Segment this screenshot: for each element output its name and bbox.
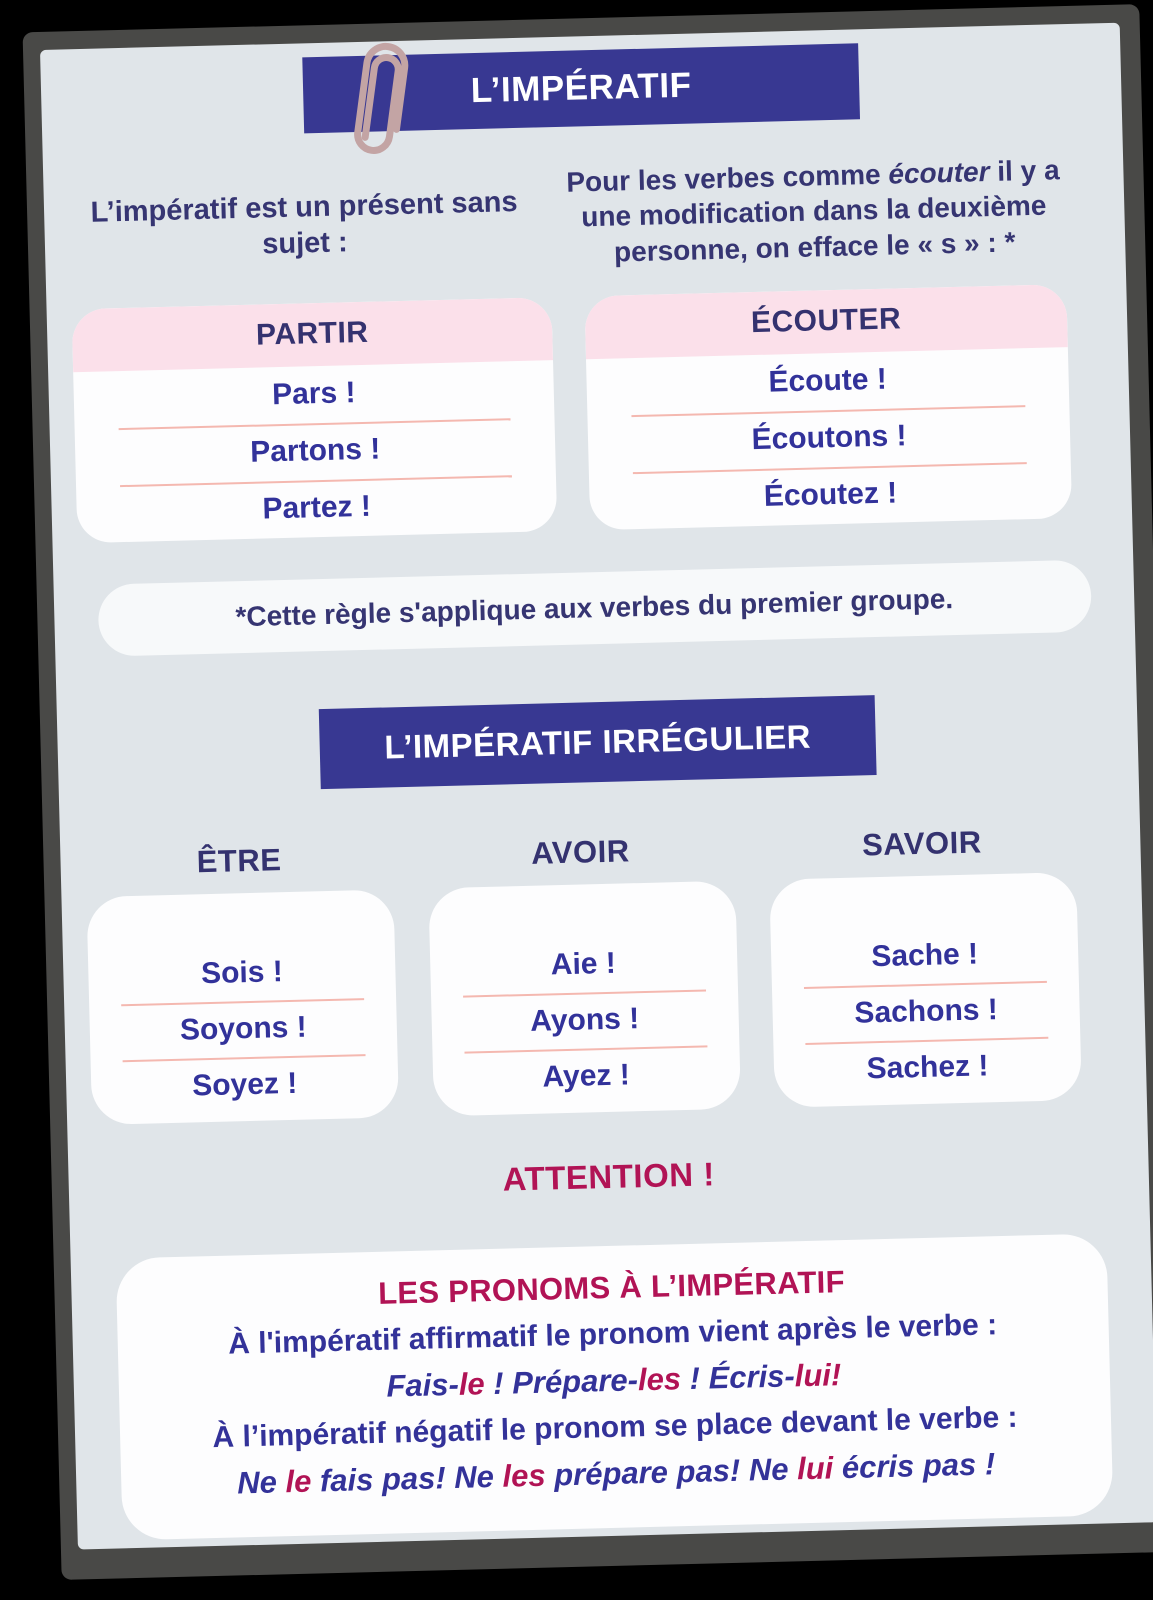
table-row: Partez ! — [76, 474, 557, 543]
example-segment-red: lui — [796, 1450, 834, 1487]
table-row: Aie ! — [550, 946, 617, 982]
verb-card-savoir — [769, 872, 1082, 1108]
pronouns-box-title: LES PRONOMS À L’IMPÉRATIF — [377, 1263, 846, 1311]
table-row: Soyons ! — [89, 997, 397, 1061]
example-segment-blue: prépare pas! Ne — [545, 1451, 798, 1493]
irregular-cards-row — [61, 870, 1146, 1125]
rule-note-box — [97, 559, 1092, 656]
table-row: Partons ! — [75, 417, 556, 486]
affirmative-rule-text: À l'impératif affirmatif le pronom vient après le verbe : — [227, 1307, 998, 1361]
affirmative-examples — [386, 1357, 842, 1404]
negative-rule-text: À l’impératif négatif le pronom se place devant le verbe : — [212, 1400, 1018, 1454]
table-row: Écoute ! — [768, 362, 888, 399]
attention-label: ATTENTION ! — [502, 1155, 716, 1198]
intro-right-text — [540, 152, 1088, 272]
table-row: Ayons ! — [431, 988, 739, 1052]
verb-card-etre — [86, 889, 399, 1125]
column-header-etre: ÊTRE — [196, 841, 282, 880]
intro-row — [43, 151, 1125, 284]
table-row: Ayez ! — [432, 1044, 740, 1108]
conjugation-tables-row — [47, 282, 1133, 543]
page-title: L’IMPÉRATIF — [470, 65, 692, 111]
example-segment-blue: fais pas! Ne — [310, 1458, 503, 1499]
column-header-savoir: SAVOIR — [861, 824, 983, 863]
negative-examples — [237, 1446, 996, 1501]
intro-right-post: il y a une modification dans la deuxième personne, on efface le « s » : * — [580, 154, 1060, 268]
tilted-sheet — [40, 23, 1153, 1550]
column-header-avoir: AVOIR — [530, 833, 631, 871]
table-row: Écoutez ! — [589, 461, 1072, 530]
verb-table-ecouter — [584, 284, 1072, 530]
verb-table-partir — [72, 297, 558, 543]
example-segment-red: les — [502, 1457, 547, 1494]
pronouns-box — [115, 1233, 1113, 1540]
intro-left-text: L’impératif est un présent sans sujet : — [90, 185, 518, 261]
example-segment-blue: Ne — [236, 1464, 286, 1501]
table-row: Écoutons ! — [587, 404, 1070, 473]
example-segment-blue: ! Prépare- — [484, 1362, 639, 1401]
example-segment-blue: écris pas ! — [832, 1446, 996, 1486]
example-segment-red: les — [637, 1361, 682, 1398]
example-segment-blue: Fais- — [386, 1366, 460, 1404]
irregular-title: L’IMPÉRATIF IRRÉGULIER — [383, 717, 812, 766]
table-row: Soyez ! — [91, 1053, 399, 1117]
table-row: Sois ! — [200, 954, 284, 991]
irregular-banner — [319, 695, 877, 789]
table-row: Sachons ! — [772, 980, 1080, 1044]
example-segment-blue: ! Écris- — [680, 1358, 796, 1396]
table-header-ecouter: ÉCOUTER — [584, 284, 1067, 359]
table-row: Sachez ! — [773, 1036, 1081, 1100]
table-row: Sache ! — [870, 937, 979, 974]
table-header-partir: PARTIR — [72, 297, 553, 372]
intro-right-pre: Pour les verbes comme — [565, 158, 889, 198]
example-segment-red: lui! — [794, 1356, 842, 1394]
verb-card-avoir — [428, 880, 741, 1116]
study-card — [40, 23, 1153, 1550]
intro-right-italic-word: écouter — [887, 156, 990, 190]
rule-note-text: *Cette règle s'applique aux verbes du premier groupe. — [235, 582, 954, 633]
example-segment-red: le — [458, 1365, 486, 1402]
table-row: Pars ! — [271, 376, 356, 412]
example-segment-red: le — [285, 1463, 312, 1500]
